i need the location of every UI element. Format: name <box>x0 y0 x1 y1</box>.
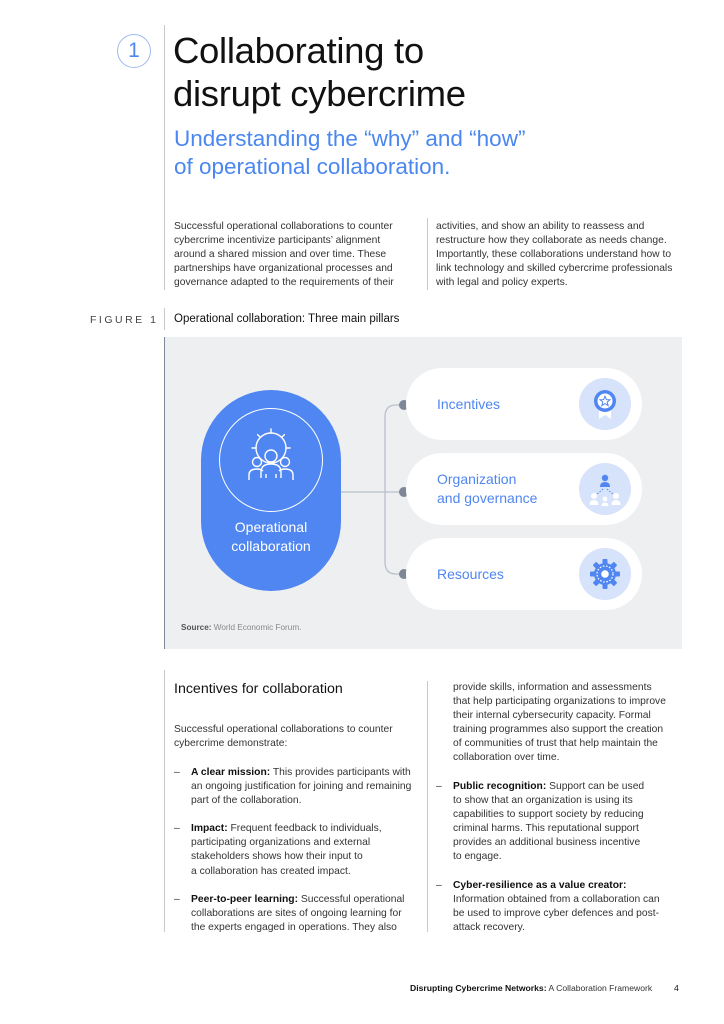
list-item <box>174 822 426 878</box>
connector-lines <box>330 395 410 585</box>
text-line: the experts engaged in operations. They also <box>191 921 397 933</box>
source-label: Source: <box>181 623 212 632</box>
figure-title: Operational collaboration: Three main pillars <box>174 313 400 325</box>
item-term: Impact: <box>191 823 228 835</box>
text-line: cybercrime incentivize participants’ alignment <box>174 235 381 247</box>
pillar-label: Resources <box>437 566 504 582</box>
incentives-list-right <box>436 780 696 935</box>
text-line: governance adapted to the requirements of their <box>174 277 394 289</box>
text-line: collaboration over time. <box>453 752 560 764</box>
text-line: stakeholders shows how their input to <box>191 851 363 863</box>
gear-icon <box>579 548 631 600</box>
list-item <box>174 893 426 935</box>
subtitle-line: of operational collaboration. <box>174 154 451 179</box>
item-text: This provides participants with <box>270 767 411 778</box>
title-line: Collaborating to <box>173 30 424 71</box>
header-divider <box>164 25 165 290</box>
list-dash: – <box>174 767 180 778</box>
incentives-continuation <box>453 681 693 766</box>
text-line: their internal cybersecurity capacity. Formal <box>453 710 651 722</box>
list-item <box>174 766 426 808</box>
center-label-line: collaboration <box>231 537 311 554</box>
intro-column-1 <box>174 220 424 290</box>
intro-column-2 <box>436 220 696 290</box>
list-item <box>436 780 696 865</box>
list-dash: – <box>436 879 442 891</box>
text-line: to show that an organization is using its <box>453 795 633 807</box>
list-dash: – <box>174 823 180 835</box>
org-chart-icon <box>579 463 631 515</box>
text-line: training programmes also support the creation <box>453 724 664 736</box>
text-line: criminal harms. This reputational support <box>453 823 639 835</box>
text-line: participating organizations and external <box>191 837 371 849</box>
item-text: Frequent feedback to individuals, <box>227 823 382 835</box>
column-divider <box>427 218 428 290</box>
text-line: collaborations are sites of ongoing learning for <box>191 907 402 919</box>
item-text: Successful operational <box>298 893 405 905</box>
text-line: cybercrime demonstrate: <box>174 738 288 750</box>
pillar-label: Incentives <box>437 396 501 412</box>
text-line: Successful operational collaborations to counter <box>174 221 393 232</box>
figure-source <box>181 623 301 632</box>
page-number: 4 <box>674 983 679 993</box>
text-line: to engage. <box>453 851 502 863</box>
text-line: activities, and show an ability to reassess and <box>436 221 645 232</box>
item-term: A clear mission: <box>191 767 271 778</box>
text-line: with legal and policy experts. <box>436 277 568 289</box>
title-line: disrupt cybercrime <box>173 73 466 114</box>
page-subtitle <box>174 125 674 181</box>
text-line: an ongoing justification for joining and remaining <box>191 781 412 793</box>
list-item <box>436 879 696 935</box>
column-divider <box>427 681 428 932</box>
text-line: a collaboration has created impact. <box>191 865 351 877</box>
source-text: World Economic Forum. <box>211 623 302 632</box>
text-line: Successful operational collaborations to counter <box>174 724 393 735</box>
text-line: attack recovery. <box>453 921 525 933</box>
text-line: be used to improve cyber defences and post- <box>453 907 660 919</box>
text-line: provides an additional business incentive <box>453 837 641 849</box>
footer-title <box>410 983 652 993</box>
subtitle-line: Understanding the “why” and “how” <box>174 126 526 151</box>
text-line: part of the collaboration. <box>191 795 302 807</box>
team-gear-icon <box>233 420 309 496</box>
list-dash: – <box>436 781 442 792</box>
text-line: capabilities to support society by reducing <box>453 809 644 821</box>
list-dash: – <box>174 893 180 905</box>
item-term: Cyber-resilience as a value creator: <box>453 879 627 891</box>
center-label-line: Operational <box>234 519 308 535</box>
pillar-label-line: Organization <box>437 471 517 487</box>
footer-title-rest: A Collaboration Framework <box>546 983 653 993</box>
footer-title-bold: Disrupting Cybercrime Networks: <box>410 983 547 993</box>
text-line: restructure how they collaborate as needs change. <box>436 235 667 247</box>
section-divider <box>164 670 165 932</box>
item-term: Peer-to-peer learning: <box>191 893 298 905</box>
item-text: Support can be used <box>546 781 645 792</box>
incentives-list-left <box>174 766 426 935</box>
text-line: link technology and skilled cybercrime professionals <box>436 263 673 275</box>
text-line: around a shared mission and over time. These <box>174 249 387 261</box>
center-label <box>201 518 341 555</box>
chapter-number-badge: 1 <box>117 34 151 68</box>
award-badge-icon <box>579 378 631 430</box>
text-line: of communities of trust that help maintain the <box>453 738 658 750</box>
page-title <box>173 29 693 115</box>
text-line: Importantly, these collaborations understand how to <box>436 249 672 261</box>
incentives-column-1 <box>174 723 424 751</box>
pillar-label <box>437 470 537 508</box>
text-line: Information obtained from a collaboration can <box>453 893 660 905</box>
text-line: that help participating organizations to improve <box>453 696 666 708</box>
text-line: partnerships have organizational processes and <box>174 263 393 275</box>
item-term: Public recognition: <box>453 781 547 792</box>
figure-label: FIGURE 1 <box>90 314 159 326</box>
figure-divider <box>164 308 165 330</box>
section-heading: Incentives for collaboration <box>174 681 343 697</box>
pillar-label-line: and governance <box>437 490 538 506</box>
text-line: provide skills, information and assessments <box>453 682 652 693</box>
